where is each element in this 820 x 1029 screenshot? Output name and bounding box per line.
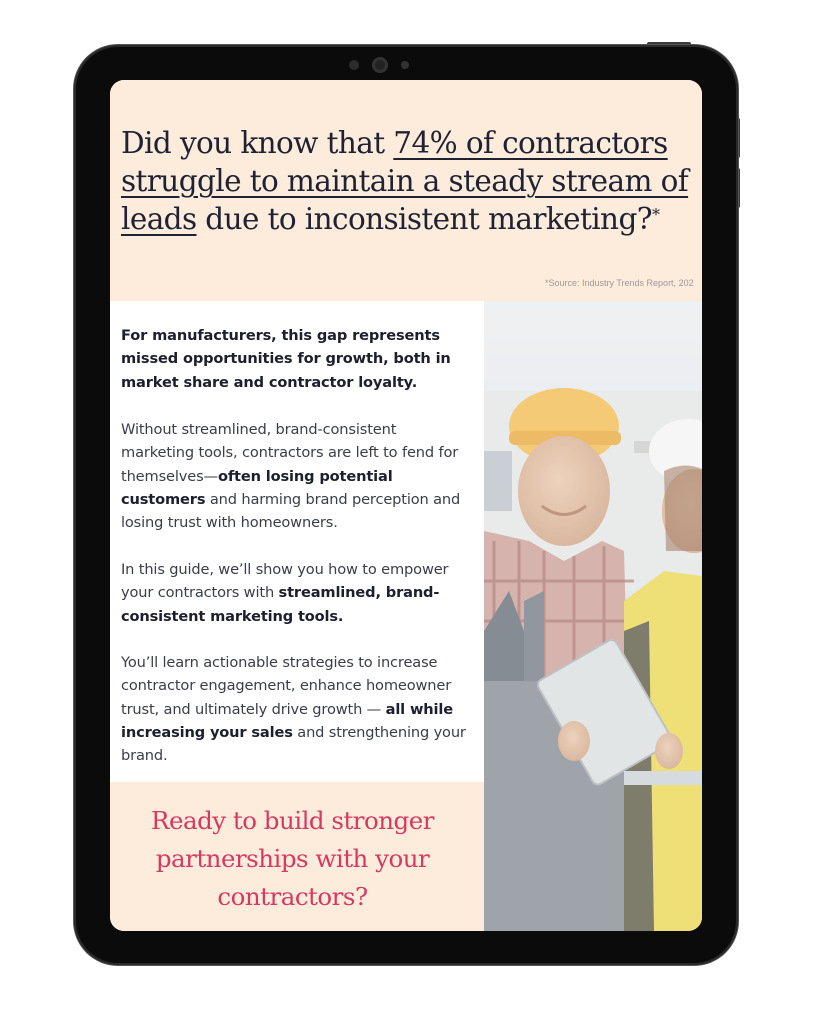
cta-heading: Ready to build stronger partnerships with your contractors? xyxy=(151,806,434,911)
headline-statistic: 74% of contractors struggle to maintain a steady stream of leads xyxy=(121,126,689,236)
problem-paragraph xyxy=(121,418,466,534)
learn-paragraph xyxy=(121,651,466,767)
emphasis-text: often losing potential customers xyxy=(121,467,393,508)
source-note: *Source: Industry Trends Report, 202 xyxy=(545,278,694,288)
text-span: Without streamlined, brand-consistent marketing tools, contractors are left to fend for themselves— xyxy=(121,421,459,485)
footnote-marker: * xyxy=(651,205,660,224)
headline xyxy=(121,124,696,238)
headline-intro: Did you know that xyxy=(121,126,394,160)
photo-illustration xyxy=(484,301,702,931)
flash-icon xyxy=(401,61,409,69)
camera-icon xyxy=(372,57,388,73)
text-span: and strengthening your brand. xyxy=(121,723,466,765)
sensor-icon xyxy=(349,60,359,70)
contractors-photo xyxy=(484,301,702,931)
headline-ending: due to inconsistent marketing? xyxy=(196,202,652,236)
emphasis-text: streamlined, brand-consistent marketing tools. xyxy=(121,584,440,625)
text-span: and harming brand perception and losing trust with homeowners. xyxy=(121,490,461,532)
cta-banner xyxy=(110,782,484,931)
body-copy xyxy=(110,301,484,782)
tablet-screen xyxy=(110,80,702,931)
text-span: In this guide, we’ll show you how to empower your contractors with xyxy=(121,561,449,602)
emphasis-text: all while increasing your sales xyxy=(121,700,453,741)
text-span: You’ll learn actionable strategies to increase contractor engagement, enhance homeowner trust, and ultimately drive growth — xyxy=(121,654,452,718)
lead-paragraph: For manufacturers, this gap represents missed opportunities for growth, both in market share and contractor loyalty. xyxy=(121,327,451,391)
hero-banner xyxy=(110,80,702,301)
guide-paragraph xyxy=(121,558,466,628)
